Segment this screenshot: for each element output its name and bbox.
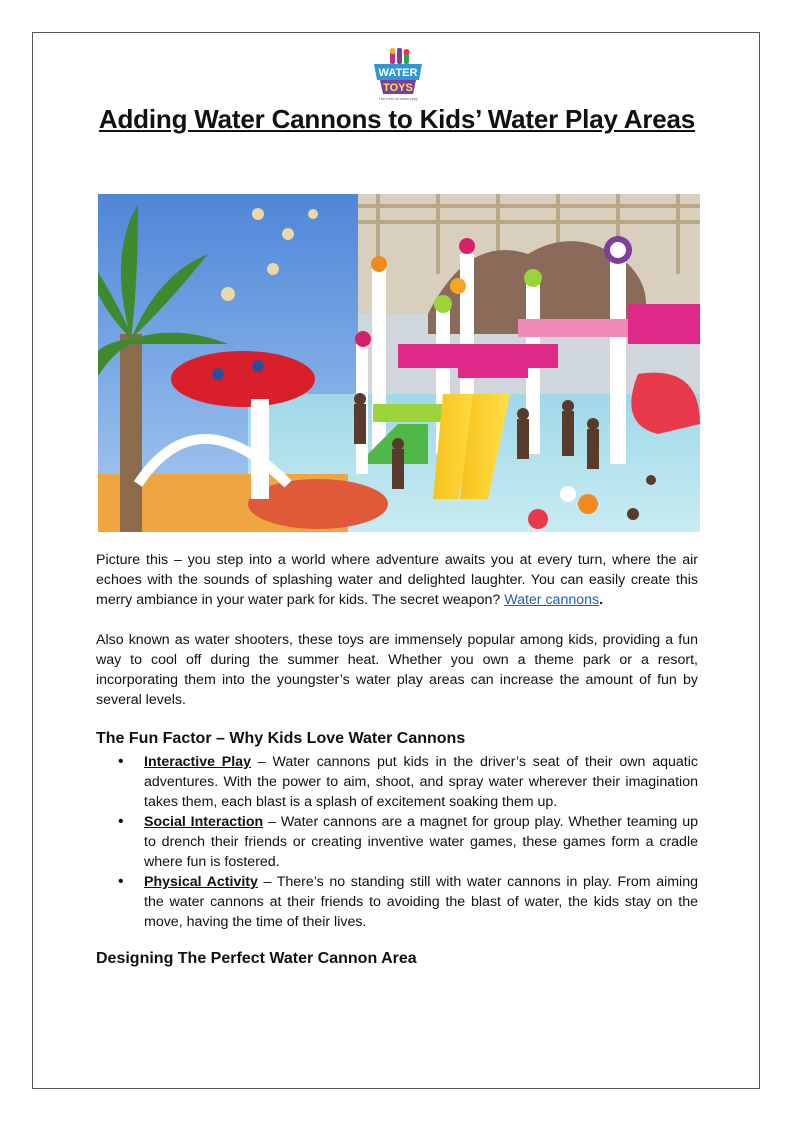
page-title: Adding Water Cannons to Kids’ Water Play Areas: [98, 104, 696, 134]
section-heading-fun-factor: The Fun Factor – Why Kids Love Water Cannons: [96, 730, 466, 747]
logo-text-water: WATER: [378, 67, 418, 79]
intro-end: .: [599, 592, 604, 608]
list-item-term: Physical Activity: [144, 874, 258, 890]
list-item-term: Interactive Play: [144, 754, 251, 770]
list-item-text: – Water cannons put kids in the driver’s seat of their own aquatic adventures. With the power to aim, shoot, and spray water wherever their imagination takes them, each blast is a splash of excitement soaking them up.: [144, 754, 698, 810]
list-item: [96, 812, 698, 872]
water-park-photo: [98, 194, 700, 532]
water-toys-logo: [368, 48, 428, 102]
list-item-text: – Water cannons are a magnet for group play. Whether teaming up to drench their friends or creating inventive water games, these games form a cradle where fun is fostered.: [144, 814, 698, 870]
section-heading-designing: Designing The Perfect Water Cannon Area: [96, 950, 417, 967]
list-item-text: – There’s no standing still with water cannons in play. From aiming the water cannons at their friends to avoiding the blast of water, the kids stay on the move, having the time of their lives.: [144, 874, 698, 930]
intro-paragraph: [96, 550, 698, 610]
logo-text-toys: TOYS: [383, 82, 413, 94]
fun-factor-list: [96, 752, 698, 932]
water-cannons-link[interactable]: Water cannons: [504, 592, 600, 608]
logo-tagline: The best of water play: [378, 96, 418, 101]
intro-text: Picture this – you step into a world where adventure awaits you at every turn, where the air echoes with the sounds of splashing water and delighted laughter. You can easily create this merry ambiance in your water park for kids. The secret weapon?: [96, 552, 698, 608]
list-item: [96, 872, 698, 932]
list-item-term: Social Interaction: [144, 814, 264, 830]
list-item: [96, 752, 698, 812]
paragraph-2: Also known as water shooters, these toys are immensely popular among kids, providing a fun way to cool off during the summer heat. Whether you own a theme park or a resort, incorporating them into the youngster’s water play areas can increase the amount of fun by several levels.: [96, 632, 698, 708]
